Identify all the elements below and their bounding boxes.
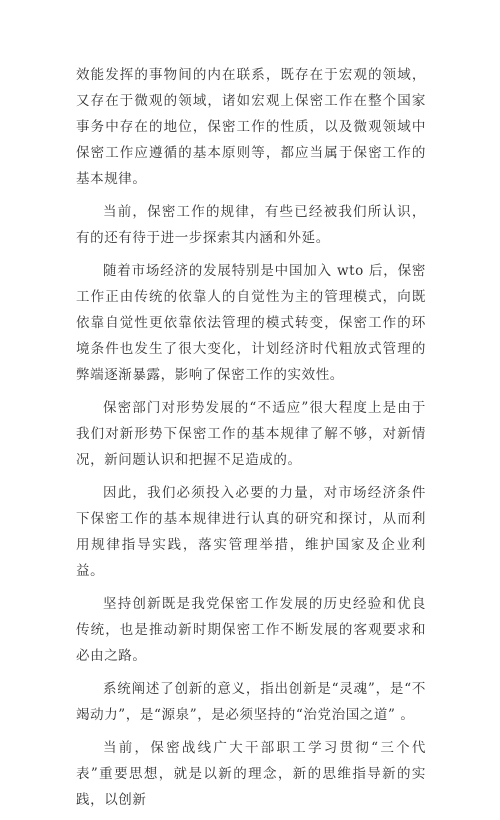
document-body (76, 62, 426, 820)
paragraph: 系统阐述了创新的意义，指出创新是“灵魂”，是“不竭动力”，是“源泉”，是必须坚持的“治党治国之道” 。 (76, 681, 426, 723)
paragraph: 因此，我们必须投入必要的力量，对市场经济条件下保密工作的基本规律进行认真的研究和探讨，从而利用规律指导实践，落实管理举措，维护国家及企业利益。 (76, 485, 426, 579)
paragraph: 坚持创新既是我党保密工作发展的历史经验和优良传统，也是推动新时期保密工作不断发展的客观要求和必由之路。 (76, 596, 426, 664)
paragraph: 当前，保密战线广大干部职工学习贯彻“三个代表”重要思想，就是以新的理念，新的思维指导新的实践，以创新 (76, 740, 426, 808)
paragraph: 保密部门对形势发展的“不适应”很大程度上是由于我们对新形势下保密工作的基本规律了解不够，对新情况，新问题认识和把握不足造成的。 (76, 400, 426, 468)
paragraph: 当前，保密工作的规律，有些已经被我们所认识，有的还有待于进一步探索其内涵和外延。 (76, 204, 426, 246)
paragraph: 随着市场经济的发展特别是中国加入 wto 后，保密工作正由传统的依靠人的自觉性为主的管理模式，向既依靠自觉性更依靠依法管理的模式转变，保密工作的环境条件也发生了很大变化，计划经济时代粗放式管理的弊端逐渐暴露，影响了保密工作的实效性。 (76, 263, 426, 383)
paragraph: 效能发挥的事物间的内在联系，既存在于宏观的领域，又存在于微观的领域，诸如宏观上保密工作在整个国家事务中存在的地位，保密工作的性质，以及微观领域中保密工作应遵循的基本原则等，都应当属于保密工作的基本规律。 (76, 67, 426, 187)
